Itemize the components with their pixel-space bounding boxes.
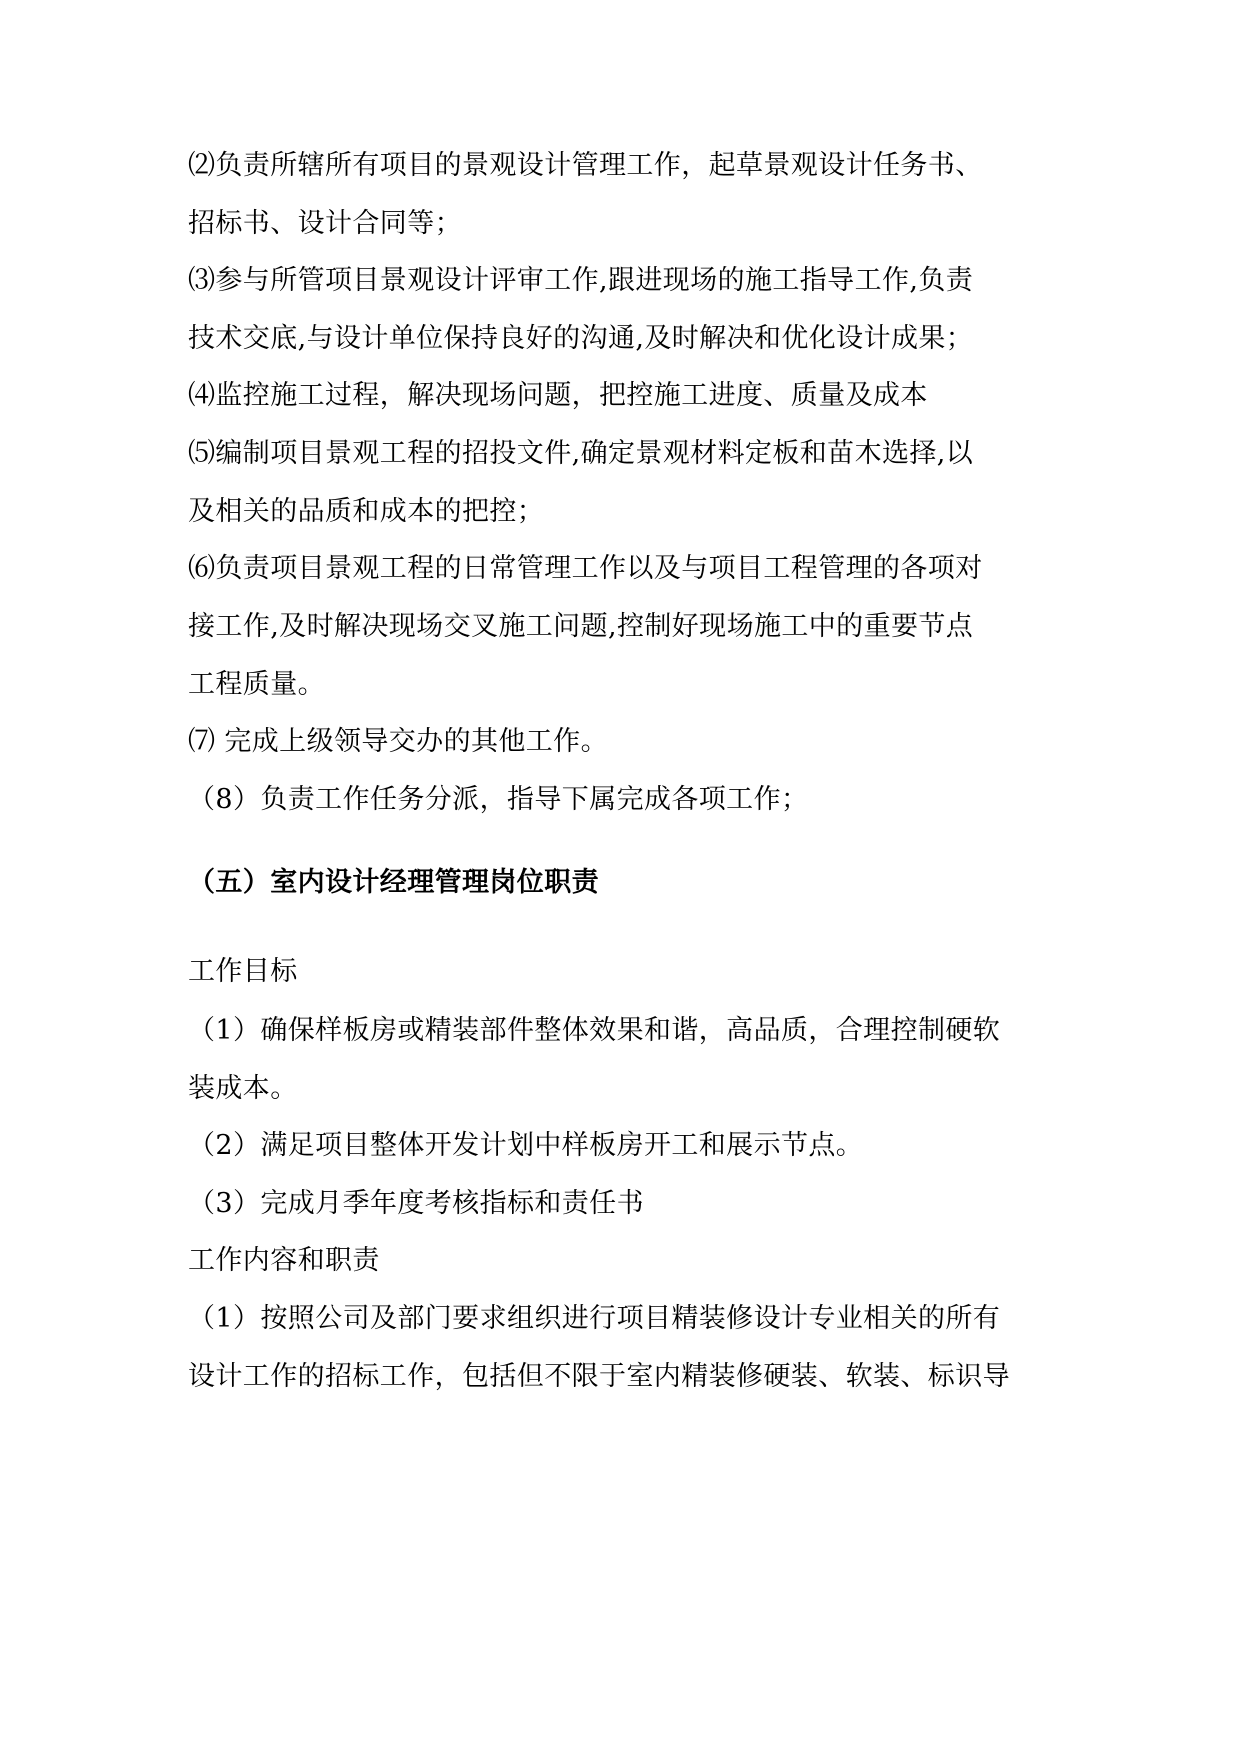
item-4-line-1: ⑷监控施工过程，解决现场问题，把控施工进度、质量及成本 xyxy=(188,380,928,411)
item-6-line-2: 接工作,及时解决现场交叉施工问题,控制好现场施工中的重要节点 xyxy=(188,611,974,642)
item-7-line-1: ⑺ 完成上级领导交办的其他工作。 xyxy=(188,726,608,757)
item-3-line-1: ⑶参与所管项目景观设计评审工作,跟进现场的施工指导工作,负责 xyxy=(188,265,974,296)
item-5-line-2: 及相关的品质和成本的把控； xyxy=(188,496,545,527)
section-heading: （五）室内设计经理管理岗位职责 xyxy=(188,867,599,898)
item-2-line-2: 招标书、设计合同等； xyxy=(188,208,462,239)
goals-label: 工作目标 xyxy=(188,956,298,987)
item-3-line-2: 技术交底,与设计单位保持良好的沟通,及时解决和优化设计成果； xyxy=(188,323,974,354)
item-5-line-1: ⑸编制项目景观工程的招投文件,确定景观材料定板和苗木选择,以 xyxy=(188,438,974,469)
duty-1-line-2: 设计工作的招标工作，包括但不限于室内精装修硬装、软装、标识导 xyxy=(188,1361,1010,1392)
item-2-line-1: ⑵负责所辖所有项目的景观设计管理工作，起草景观设计任务书、 xyxy=(188,150,983,181)
goal-3-line-1: （3）完成月季年度考核指标和责任书 xyxy=(188,1188,644,1219)
goal-1-line-1: （1）确保样板房或精装部件整体效果和谐，高品质，合理控制硬软 xyxy=(188,1015,1001,1046)
duties-label: 工作内容和职责 xyxy=(188,1245,380,1276)
item-6-line-3: 工程质量。 xyxy=(188,669,325,700)
item-8-line-1: （8）负责工作任务分派，指导下属完成各项工作； xyxy=(188,784,809,815)
item-6-line-1: ⑹负责项目景观工程的日常管理工作以及与项目工程管理的各项对 xyxy=(188,553,983,584)
goal-1-line-2: 装成本。 xyxy=(188,1073,298,1104)
goal-2-line-1: （2）满足项目整体开发计划中样板房开工和展示节点。 xyxy=(188,1130,864,1161)
duty-1-line-1: （1）按照公司及部门要求组织进行项目精装修设计专业相关的所有 xyxy=(188,1303,1001,1334)
